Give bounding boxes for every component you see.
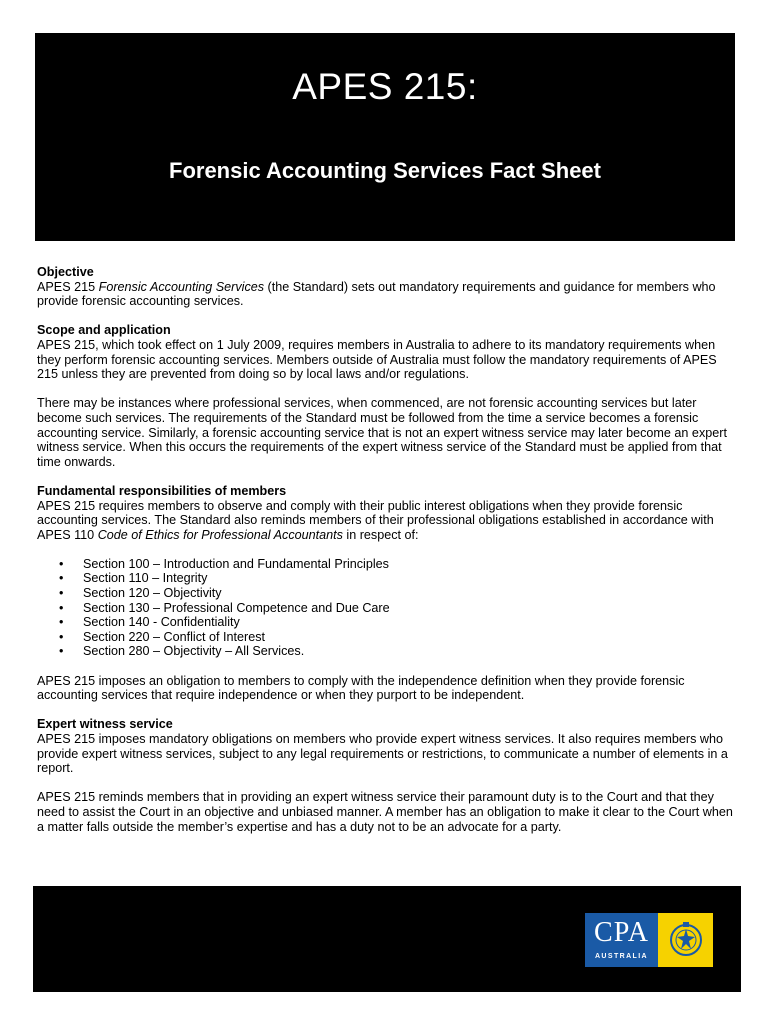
list-item-text: Section 120 – Objectivity	[83, 586, 222, 601]
text-run: APES 215 requires members to observe and comply with their public interest obligations when they provide forensic accounting services. The Standard also reminds members of their professional obligations established in accordance with APES 110	[37, 498, 714, 542]
list-item	[37, 601, 737, 616]
cpa-australia-logo	[585, 913, 713, 967]
list-item	[37, 586, 737, 601]
text-run: APES 215	[37, 279, 99, 294]
logo-text: CPA	[594, 917, 649, 948]
paragraph-scope-2: There may be instances where professional services, when commenced, are not forensic accounting services but later become such services. The requirements of the Standard must be followed from the time a service becomes a forensic accounting service. Similarly, a forensic accounting service that is not an expert witness service may later become an expert witness service. When this occurs the requirements of the expert witness service of the Standard must be applied from that time onwards.	[37, 396, 727, 469]
paragraph-objective	[37, 280, 737, 309]
bullet-icon: •	[59, 629, 64, 644]
page-title: APES 215:	[292, 66, 478, 107]
heading-scope: Scope and application	[37, 323, 171, 338]
heading-fundamental: Fundamental responsibilities of members	[37, 483, 287, 498]
list-item-text: Section 140 - Confidentiality	[83, 615, 240, 630]
header-banner	[35, 33, 735, 241]
sections-list	[37, 557, 737, 659]
paragraph-scope-1: APES 215, which took effect on 1 July 2009, requires members in Australia to adhere to its mandatory requirements when they perform forensic accounting services. Members outside of Australia must follow the mandatory requirements of APES 215 unless they are prevented from doing so by local laws and/or regulations.	[37, 337, 717, 382]
text-run: (the Standard) sets out mandatory requirements and guidance for members who provide forensic accounting services.	[37, 279, 716, 309]
list-item	[37, 557, 737, 572]
bullet-icon: •	[59, 615, 64, 630]
list-item	[37, 644, 737, 659]
paragraph-expert-2: APES 215 reminds members that in providing an expert witness service their paramount duty is to the Court and that they need to assist the Court in an objective and unbiased manner. A member has an obligation to make it clear to the Court when a matter falls outside the member’s expertise and has a duty not to be an advocate for a party.	[37, 790, 733, 834]
list-item	[37, 615, 737, 630]
list-item	[37, 571, 737, 586]
title-italic: Code of Ethics for Professional Accountants	[97, 527, 343, 542]
list-item-text: Section 220 – Conflict of Interest	[83, 629, 266, 644]
bullet-icon: •	[59, 556, 64, 571]
bullet-icon: •	[59, 571, 64, 586]
footer-banner	[33, 886, 741, 992]
page-subtitle: Forensic Accounting Services Fact Sheet	[169, 158, 601, 183]
bullet-icon: •	[59, 586, 64, 601]
title-italic: Forensic Accounting Services	[98, 279, 265, 294]
document-body	[37, 265, 737, 834]
paragraph-fundamental-2: APES 215 imposes an obligation to members to comply with the independence definition when they provide forensic accounting services that require independence or when they purport to be independent.	[37, 673, 685, 703]
list-item-text: Section 110 – Integrity	[83, 571, 208, 586]
list-item-text: Section 100 – Introduction and Fundamental Principles	[83, 556, 389, 571]
crest-icon	[658, 913, 713, 967]
list-item-text: Section 280 – Objectivity – All Services.	[83, 644, 305, 659]
text-run: in respect of:	[342, 527, 419, 542]
paragraph-fundamental-1	[37, 499, 737, 543]
list-item	[37, 630, 737, 645]
logo-wordmark	[585, 913, 658, 967]
bullet-icon: •	[59, 644, 64, 659]
logo-subtext: AUSTRALIA	[594, 953, 649, 960]
heading-objective: Objective	[37, 265, 94, 279]
list-item-text: Section 130 – Professional Competence and Due Care	[83, 600, 390, 615]
heading-expert: Expert witness service	[37, 717, 173, 732]
paragraph-expert-1: APES 215 imposes mandatory obligations on members who provide expert witness services. It also requires members who provide expert witness services, subject to any legal requirements or restrictions, to communicate a number of elements in a report.	[37, 732, 728, 776]
bullet-icon: •	[59, 600, 64, 615]
